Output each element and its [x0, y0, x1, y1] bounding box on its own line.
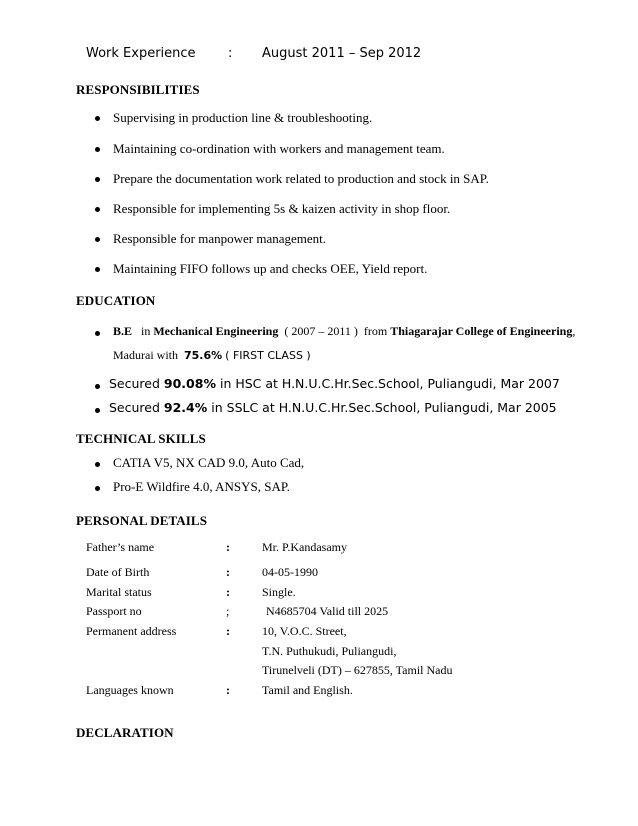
bullet-icon: [95, 116, 100, 121]
technical-skill-item: CATIA V5, NX CAD 9.0, Auto Cad,: [113, 455, 305, 470]
personal-row-label: Marital status: [86, 585, 152, 599]
sslc-percent: 92.4%: [163, 400, 208, 415]
education-heading: EDUCATION: [76, 293, 156, 308]
responsibility-item: Supervising in production line & troubleshooting.: [113, 110, 373, 125]
personal-row-value: Single.: [262, 585, 296, 599]
personal-details-heading: PERSONAL DETAILS: [76, 513, 208, 528]
responsibility-item: Maintaining co-ordination with workers and management team.: [113, 141, 445, 156]
work-experience-label: Work Experience: [86, 46, 196, 61]
personal-row-value: N4685704 Valid till 2025: [266, 604, 389, 618]
bullet-icon: [95, 331, 100, 336]
personal-row-sep: :: [226, 565, 230, 579]
personal-row-sep: :: [226, 683, 230, 697]
city-with: Madurai with: [113, 348, 178, 362]
responsibilities-heading: RESPONSIBILITIES: [76, 82, 200, 97]
personal-row-value: 10, V.O.C. Street,: [262, 624, 347, 638]
personal-row-sep: :: [226, 540, 230, 554]
from-word: from: [363, 324, 388, 338]
personal-row-label: Passport no: [86, 604, 142, 618]
study-years: ( 2007 – 2011 ): [284, 324, 358, 338]
responsibility-item: Responsible for implementing 5s & kaizen activity in shop floor.: [113, 201, 451, 216]
personal-row-label: Permanent address: [86, 624, 177, 638]
comma: ,: [572, 324, 576, 338]
hsc-percent: 90.08%: [163, 376, 216, 391]
personal-row-label: Father’s name: [86, 540, 155, 554]
education-hsc-line: [109, 376, 560, 391]
personal-row-sep: :: [226, 624, 230, 638]
personal-row-label: Date of Birth: [86, 565, 150, 579]
personal-row-label: Languages known: [86, 683, 174, 697]
bullet-icon: [95, 408, 100, 413]
education-be-line: [113, 324, 575, 339]
personal-row-value: T.N. Puthukudi, Puliangudi,: [262, 644, 397, 658]
bullet-icon: [95, 207, 100, 212]
personal-row-value: Tirunelveli (DT) – 627855, Tamil Nadu: [262, 663, 453, 677]
sslc-detail: in SSLC at H.N.U.C.Hr.Sec.School, Puliangudi, Mar 2005: [211, 400, 557, 415]
degree-in: in: [141, 324, 151, 338]
work-experience-colon: :: [228, 46, 233, 61]
education-sslc-line: [109, 400, 557, 415]
personal-row-sep: ;: [226, 604, 230, 618]
personal-row-value: 04-05-1990: [262, 565, 318, 579]
bullet-icon: [95, 462, 100, 467]
be-percent: 75.6%: [184, 349, 223, 362]
hsc-secured: Secured: [109, 376, 160, 391]
bullet-icon: [95, 147, 100, 152]
technical-skills-heading: TECHNICAL SKILLS: [76, 431, 206, 446]
bullet-icon: [95, 384, 100, 389]
declaration-heading: DECLARATION: [76, 725, 174, 740]
personal-row-value: Mr. P.Kandasamy: [262, 540, 347, 554]
branch: Mechanical Engineering: [153, 324, 279, 338]
responsibility-item: Maintaining FIFO follows up and checks OEE, Yield report.: [113, 261, 428, 276]
responsibility-item: Prepare the documentation work related to production and stock in SAP.: [113, 171, 489, 186]
work-experience-period: August 2011 – Sep 2012: [262, 46, 422, 61]
bullet-icon: [95, 177, 100, 182]
degree: B.E: [113, 324, 133, 338]
be-class: ( FIRST CLASS ): [225, 349, 311, 362]
bullet-icon: [95, 486, 100, 491]
technical-skill-item: Pro-E Wildfire 4.0, ANSYS, SAP.: [113, 479, 290, 494]
hsc-detail: in HSC at H.N.U.C.Hr.Sec.School, Puliangudi, Mar 2007: [219, 376, 560, 391]
personal-row-value: Tamil and English.: [262, 683, 353, 697]
bullet-icon: [95, 267, 100, 272]
education-be-line-2: [113, 348, 311, 363]
bullet-icon: [95, 237, 100, 242]
college-name: Thiagarajar College of Engineering: [390, 324, 573, 338]
personal-row-sep: :: [226, 585, 230, 599]
responsibility-item: Responsible for manpower management.: [113, 231, 326, 246]
sslc-secured: Secured: [109, 400, 160, 415]
